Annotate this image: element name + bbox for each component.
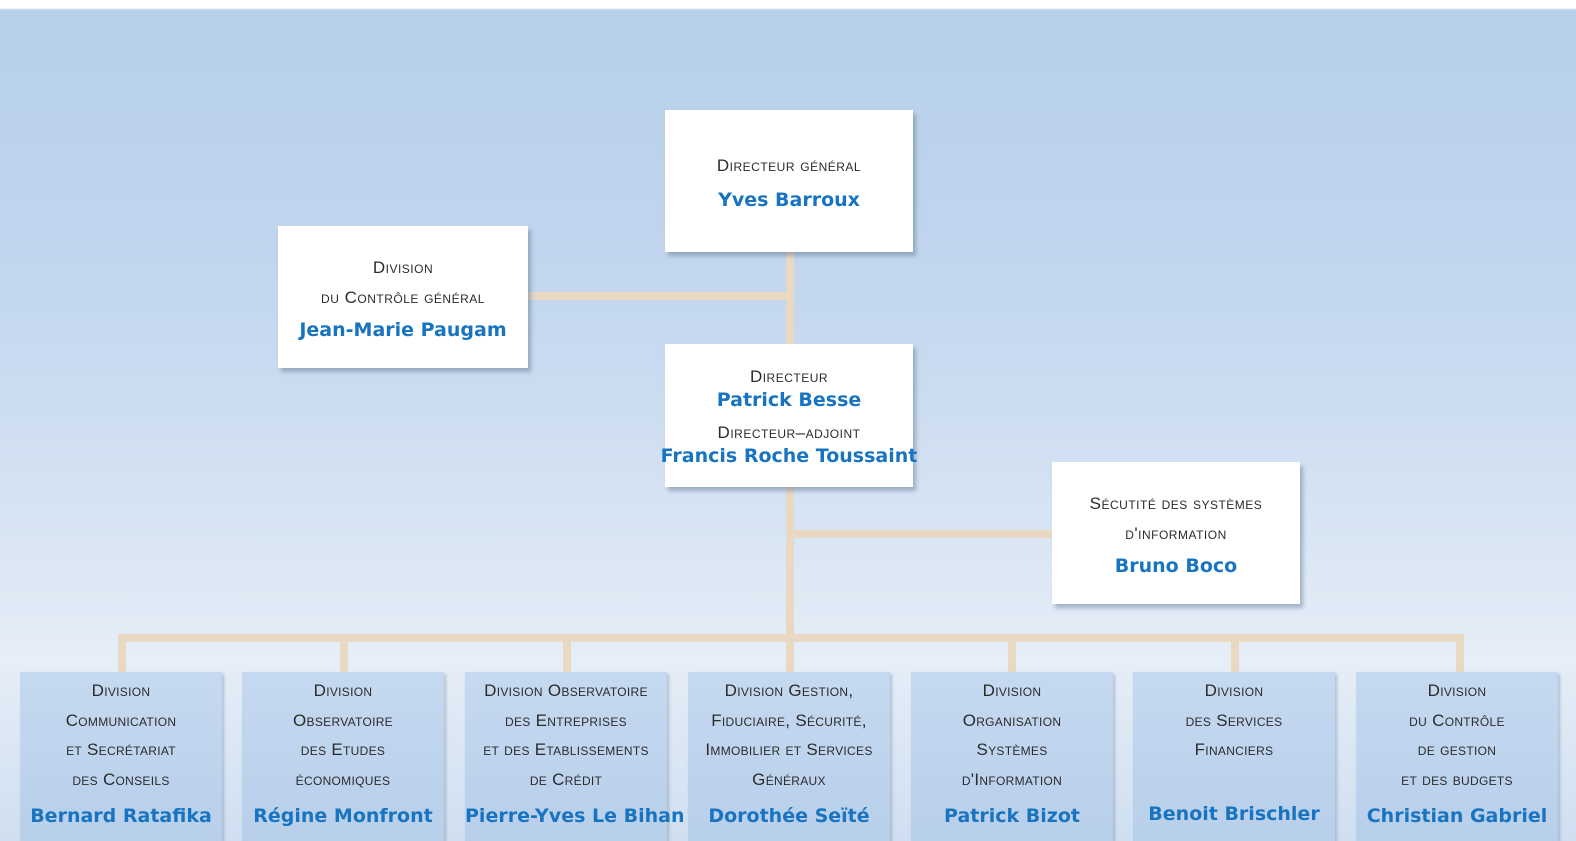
division-6-name: Benoit Brischler bbox=[1148, 803, 1320, 825]
division-1-name: Bernard Ratafika bbox=[30, 805, 212, 827]
connector-controle-general bbox=[528, 292, 790, 300]
division-box-4 bbox=[688, 672, 890, 841]
division-6-title: Division des Services Financiers bbox=[1185, 681, 1283, 759]
directeur-title: Directeur bbox=[749, 366, 829, 386]
directeur-general-box bbox=[665, 110, 913, 252]
division-box-3 bbox=[465, 672, 685, 841]
connector-divisions-horizontal bbox=[118, 634, 1464, 642]
division-1-title: Division Communication et Secrétariat des Conseils bbox=[65, 681, 177, 789]
directeur-general-name: Yves Barroux bbox=[718, 189, 860, 211]
controle-general-box bbox=[278, 226, 528, 368]
division-4-name: Dorothée Seïté bbox=[708, 805, 870, 827]
securite-name: Bruno Boco bbox=[1114, 555, 1238, 577]
division-box-1 bbox=[20, 672, 222, 841]
division-3-name: Pierre-Yves Le Bihan bbox=[465, 805, 685, 827]
division-3-title: Division Observatoire des Entreprises et des Etablissements de Crédit bbox=[483, 681, 649, 789]
direction-box bbox=[660, 344, 918, 487]
securite-title-2: d'information bbox=[1125, 524, 1227, 543]
division-5-name: Patrick Bizot bbox=[944, 805, 1080, 827]
division-box-7 bbox=[1356, 672, 1558, 841]
directeur-name: Patrick Besse bbox=[716, 388, 862, 411]
division-5-title: Division Organisation Systèmes d'Information bbox=[961, 681, 1063, 789]
directeur-general-title: Directeur général bbox=[716, 156, 862, 175]
securite-box bbox=[1052, 462, 1300, 604]
division-7-title: Division du Contrôle de gestion et des budgets bbox=[1401, 681, 1513, 789]
division-2-title: Division Observatoire des Etudes économiques bbox=[293, 681, 393, 789]
controle-general-title-2: du Contrôle général bbox=[321, 288, 485, 307]
directeur-adjoint-name: Francis Roche Toussaint bbox=[660, 444, 918, 467]
connector-division-3 bbox=[563, 634, 571, 672]
directeur-adjoint-title: Directeur–adjoint bbox=[717, 422, 861, 442]
controle-general-name: Jean-Marie Paugam bbox=[299, 319, 507, 341]
connector-division-1 bbox=[118, 634, 126, 672]
connector-division-6 bbox=[1231, 634, 1239, 672]
connector-securite bbox=[790, 530, 1052, 538]
securite-title-1: Sécutité des systèmes bbox=[1089, 494, 1263, 513]
connector-division-5 bbox=[1008, 634, 1016, 672]
controle-general-title-1: Division bbox=[372, 258, 434, 277]
division-box-5 bbox=[911, 672, 1113, 841]
division-2-name: Régine Monfront bbox=[253, 805, 433, 827]
connector-division-7 bbox=[1456, 634, 1464, 672]
connector-division-2 bbox=[340, 634, 348, 672]
division-7-name: Christian Gabriel bbox=[1366, 805, 1548, 827]
division-4-title: Division Gestion, Fiduciaire, Sécurité, Immobilier et Services Généraux bbox=[705, 681, 873, 789]
division-box-2 bbox=[242, 672, 444, 841]
division-box-6 bbox=[1133, 672, 1335, 841]
